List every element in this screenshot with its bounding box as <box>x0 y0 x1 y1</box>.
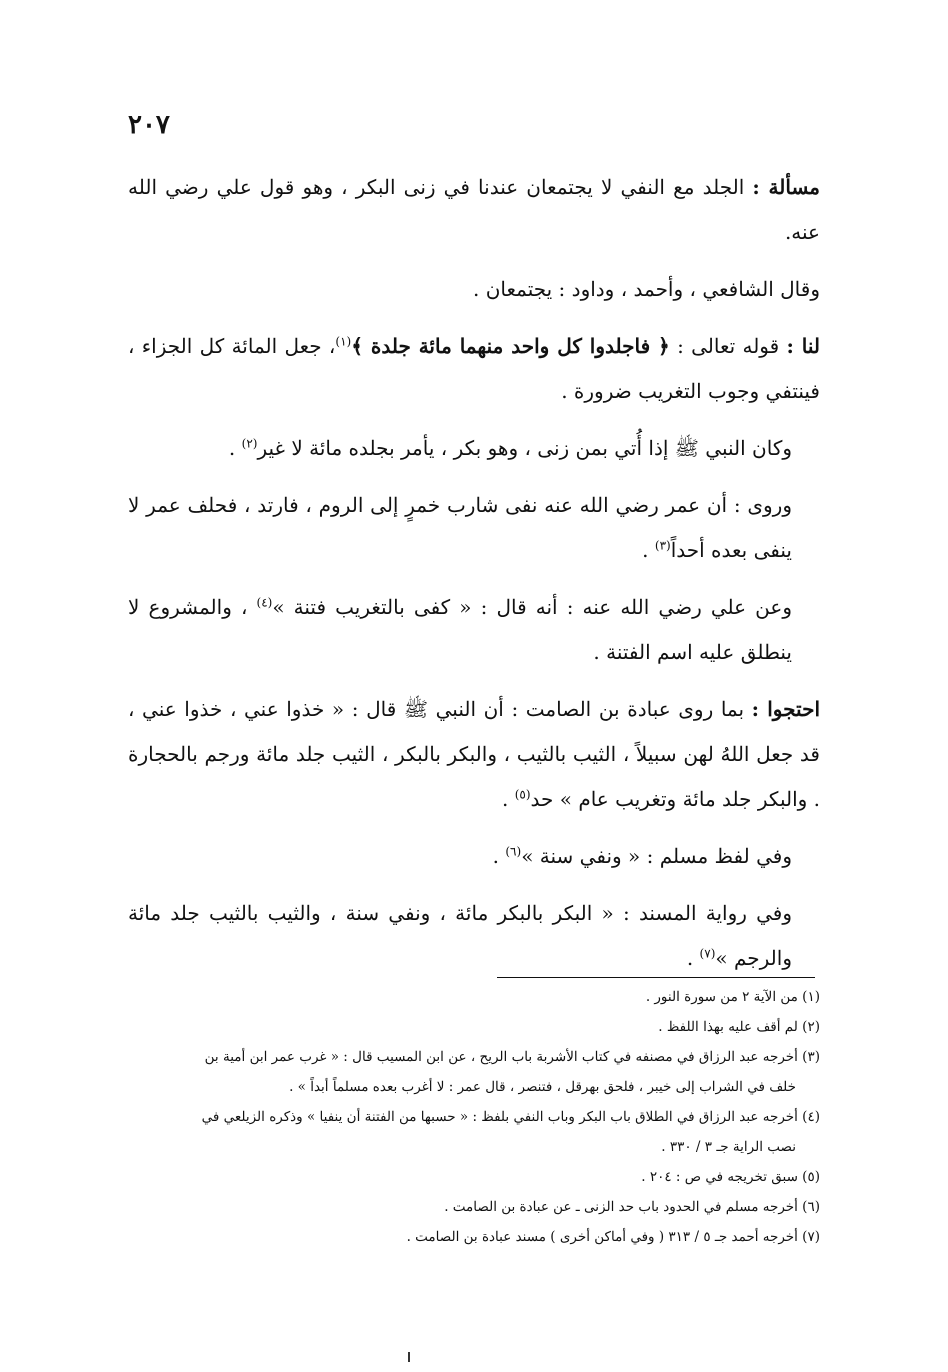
paragraph-text: . <box>492 844 506 868</box>
paragraph-shafii <box>128 267 820 312</box>
footnote: (٢) لم أقف عليه بهذا اللفظ . <box>658 1019 820 1035</box>
footnote: (١) من الآية ٢ من سورة النور . <box>645 989 820 1005</box>
paragraph-text: . <box>642 538 655 562</box>
footnote-ref: (١) <box>335 334 352 349</box>
footnote-ref: (٣) <box>654 538 671 553</box>
paragraph-text: بما روى عبادة بن الصامت : أن النبي ﷺ قال : « خذوا عني ، خذوا عني ، قد جعل اللهُ لهن سبيلاً ، الثيب بالثيب ، والبكر بالبكر ، الثيب جلد مائة ورجم بالحجارة . والبكر جلد مائة وتغريب عام » حد <box>128 697 820 811</box>
footnote-continuation: خلف في الشراب إلى خيبر ، فلحق بهرقل ، فتنصر ، قال عمر : لا أغرب بعده مسلماً أبداً » . <box>289 1079 796 1095</box>
footnote-ref: (٦) <box>505 844 522 859</box>
paragraph-masala <box>128 165 820 255</box>
footnote-continuation: نصب الراية جـ ٣ / ٣٣٠ . <box>661 1139 796 1155</box>
footnote-ref: (٥) <box>514 787 531 802</box>
paragraph-ihtajju <box>128 687 820 822</box>
page-mark <box>408 1352 410 1362</box>
paragraph-text: وفي رواية المسند : « البكر بالبكر مائة ، ونفي سنة ، والثيب بالثيب جلد مائة والرجم » <box>128 901 792 970</box>
footnote: (٤) أخرجه عبد الرزاق في الطلاق باب البكر وباب النفي بلفظ : « حسبها من الفتنة أن ينفيا » وذكره الزيلعي في <box>201 1109 820 1125</box>
footnote-ref: (٤) <box>256 595 273 610</box>
footnote-separator <box>497 977 815 978</box>
footnotes <box>128 982 820 1252</box>
footnote: (٧) أخرجه أحمد جـ ٥ / ٣١٣ ( وفي أماكن أخرى ) مسند عبادة بن الصامت . <box>406 1229 820 1245</box>
footnote: (٥) سبق تخريجه في ص : ٢٠٤ . <box>641 1169 820 1185</box>
paragraph-text: وكان النبي ﷺ إذا أُتي بمن زنى ، وهو بكر ، يأمر بجلده مائة لا غير <box>257 436 792 460</box>
footnote-ref: (٧) <box>699 946 716 961</box>
paragraph-muslim <box>128 834 820 879</box>
paragraph-umar <box>128 483 820 573</box>
footnote-ref: (٢) <box>241 436 258 451</box>
paragraph-text: . <box>228 436 242 460</box>
footnote: (٦) أخرجه مسلم في الحدود باب حد الزنى ـ عن عبادة بن الصامت . <box>444 1199 820 1215</box>
paragraph-musnad <box>128 891 820 981</box>
paragraph-text: . <box>501 787 515 811</box>
paragraph-text: ، والمشروع لا ينطلق عليه اسم الفتنة . <box>128 595 792 664</box>
page-number: ٢٠٧ <box>128 110 170 140</box>
paragraph-text: ، جعل المائة كل الجزاء ، فينتفي وجوب التغريب ضرورة . <box>128 334 820 403</box>
paragraph-text: وقال الشافعي ، وأحمد ، وداود : يجتمعان . <box>472 277 820 301</box>
paragraph-text: وعن علي رضي الله عنه : أنه قال : « كفى بالتغريب فتنة » <box>272 595 792 619</box>
main-text <box>128 165 820 993</box>
paragraph-text: قوله تعالى : <box>669 334 787 358</box>
paragraph-text: وروى : أن عمر رضي الله عنه نفى شارب خمرٍ إلى الروم ، فارتد ، فحلف عمر لا ينفى بعده أحداً <box>128 493 792 562</box>
paragraph-prophet <box>128 426 820 471</box>
paragraph-text: وفي لفظ مسلم : « ونفي سنة » <box>521 844 792 868</box>
paragraph-text: الجلد مع النفي لا يجتمعان عندنا في زنى البكر ، وهو قول علي رضي الله عنه. <box>128 175 820 244</box>
quran-quote: ﴿ فاجلدوا كل واحد منهما مائة جلدة ﴾ <box>351 334 670 358</box>
paragraph-lead: مسألة : <box>752 175 820 199</box>
paragraph-ali <box>128 585 820 675</box>
paragraph-text: . <box>686 946 700 970</box>
footnote: (٣) أخرجه عبد الرزاق في مصنفه في كتاب الأشربة باب الريح ، عن ابن المسيب قال : « غرب عمر ابن أمية بن <box>204 1049 820 1065</box>
paragraph-lead: لنا : <box>786 334 820 358</box>
paragraph-lana <box>128 324 820 414</box>
paragraph-lead: احتجوا : <box>751 697 820 721</box>
